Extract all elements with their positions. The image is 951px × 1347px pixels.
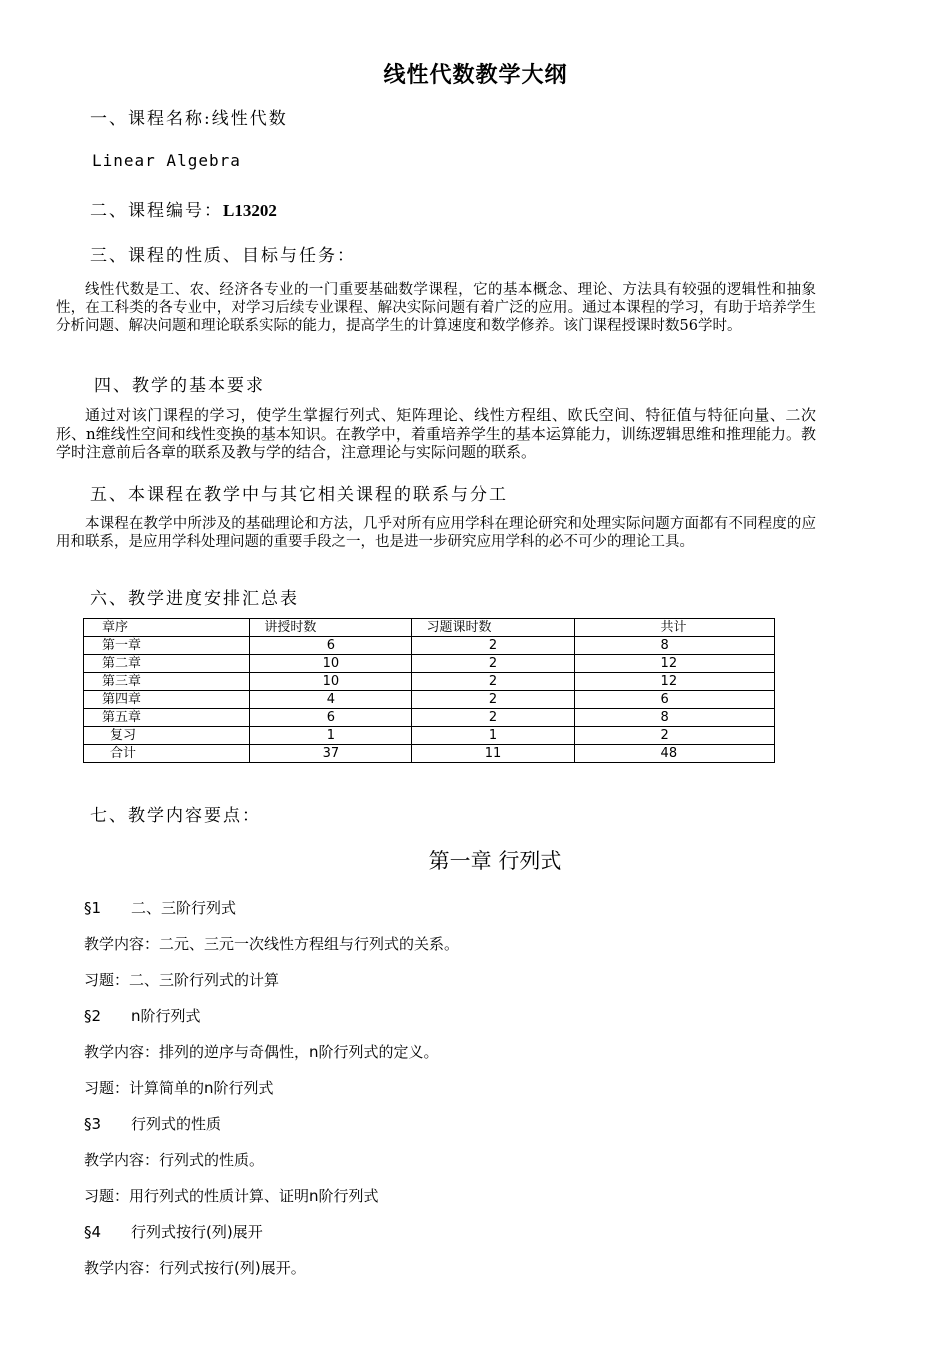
cell-total: 6 [574,691,774,709]
cell-lecture: 1 [250,727,412,745]
teaching-content: 教学内容：行列式按行(列)展开。 [84,1259,306,1277]
header-lecture-hours: 讲授时数 [250,619,412,637]
document-title: 线性代数教学大纲 [383,63,568,88]
section-5-body: 本课程在教学中所涉及的基础理论和方法，几乎对所有应用学科在理论研究和处理实际问题方面都有不同程度的应用和联系，是应用学科处理问题的重要手段之一，也是进一步研究应用学科的必不可少的理论工具。 [56,516,816,550]
exercise-text: 习题：二、三阶行列式的计算 [84,971,280,989]
header-total: 共计 [574,619,774,637]
section-1-course-name: 一、课程名称:线性代数 [90,109,288,129]
chapter-1-title: 第一章 行列式 [428,849,562,873]
exercise-text: 习题：用行列式的性质计算、证明n阶行列式 [84,1187,379,1205]
cell-exercise: 2 [412,673,574,691]
chapter-item [84,1185,379,1206]
cell-chapter: 第二章 [84,655,250,673]
section-6-heading: 六、教学进度安排汇总表 [90,589,299,609]
section-number: §1 [84,899,102,917]
cell-exercise: 2 [412,691,574,709]
section-4-body: 通过对该门课程的学习，使学生掌握行列式、矩阵理论、线性方程组、欧氏空间、特征值与特征向量、二次形、n维线性空间和线性变换的基本知识。在教学中，着重培养学生的基本运算能力，训练逻辑思维和推理能力。教学时注意前后各章的联系及教与学的结合，注意理论与实际问题的联系。 [56,406,816,461]
section-title: 行列式按行(列)展开 [131,1223,263,1241]
exercise-text: 习题：计算简单的n阶行列式 [84,1079,274,1097]
cell-total: 8 [574,709,774,727]
chapter-item [84,1113,221,1134]
chapter-item [84,1149,264,1170]
cell-lecture: 6 [250,637,412,655]
teaching-content: 教学内容：行列式的性质。 [84,1151,265,1169]
cell-exercise: 2 [412,709,574,727]
cell-chapter: 第四章 [84,691,250,709]
cell-total: 12 [574,673,774,691]
section-title: 行列式的性质 [131,1115,222,1133]
table-row [84,655,775,673]
section-3-body: 线性代数是工、农、经济各专业的一门重要基础数学课程，它的基本概念、理论、方法具有较强的逻辑性和抽象性，在工科类的各专业中，对学习后续专业课程、解决实际问题有着广泛的应用。通过本课程的学习，有助于培养学生分析问题、解决问题和理论联系实际的能力，提高学生的计算速度和数学修养。该门课程授课时数56学时。 [56,282,816,334]
section-number: §3 [84,1115,102,1133]
schedule-header-row [84,619,775,637]
chapter-item [84,897,236,918]
cell-lecture: 10 [250,673,412,691]
cell-exercise: 11 [412,745,574,763]
section-7-heading: 七、教学内容要点： [90,806,261,826]
section-title: n阶行列式 [131,1007,201,1025]
section-2-label: 二、课程编号： [90,201,223,221]
table-row [84,673,775,691]
chapter-item [84,1041,439,1062]
teaching-content: 教学内容：排列的逆序与奇偶性，n阶行列式的定义。 [84,1043,439,1061]
course-code: L13202 [223,201,277,220]
cell-chapter: 第五章 [84,709,250,727]
cell-total: 48 [574,745,774,763]
table-row [84,727,775,745]
cell-lecture: 37 [250,745,412,763]
header-chapter: 章序 [84,619,250,637]
chapter-item [84,1077,274,1098]
header-exercise-hours: 习题课时数 [412,619,574,637]
section-number: §4 [84,1223,102,1241]
table-row [84,709,775,727]
section-3-heading: 三、课程的性质、目标与任务： [90,246,356,266]
chapter-item [84,1005,201,1026]
chapter-item [84,969,279,990]
cell-chapter: 第三章 [84,673,250,691]
section-title: 二、三阶行列式 [131,899,237,917]
table-row-total [84,745,775,763]
table-row [84,637,775,655]
chapter-item [84,1221,263,1242]
section-5-heading: 五、本课程在教学中与其它相关课程的联系与分工 [90,485,508,505]
cell-lecture: 4 [250,691,412,709]
cell-exercise: 2 [412,655,574,673]
cell-chapter: 合计 [84,745,250,763]
table-row [84,691,775,709]
chapter-item [84,1257,306,1278]
section-number: §2 [84,1007,102,1025]
cell-exercise: 2 [412,637,574,655]
cell-total: 8 [574,637,774,655]
cell-total: 2 [574,727,774,745]
chapter-item [84,933,459,954]
course-english-name: Linear Algebra [92,151,241,170]
section-4-heading: 四、教学的基本要求 [94,376,265,396]
cell-chapter: 第一章 [84,637,250,655]
cell-total: 12 [574,655,774,673]
cell-chapter: 复习 [84,727,250,745]
cell-lecture: 6 [250,709,412,727]
cell-lecture: 10 [250,655,412,673]
cell-exercise: 1 [412,727,574,745]
schedule-table [83,618,775,763]
section-2-course-code [90,196,277,221]
teaching-content: 教学内容：二元、三元一次线性方程组与行列式的关系。 [84,935,460,953]
